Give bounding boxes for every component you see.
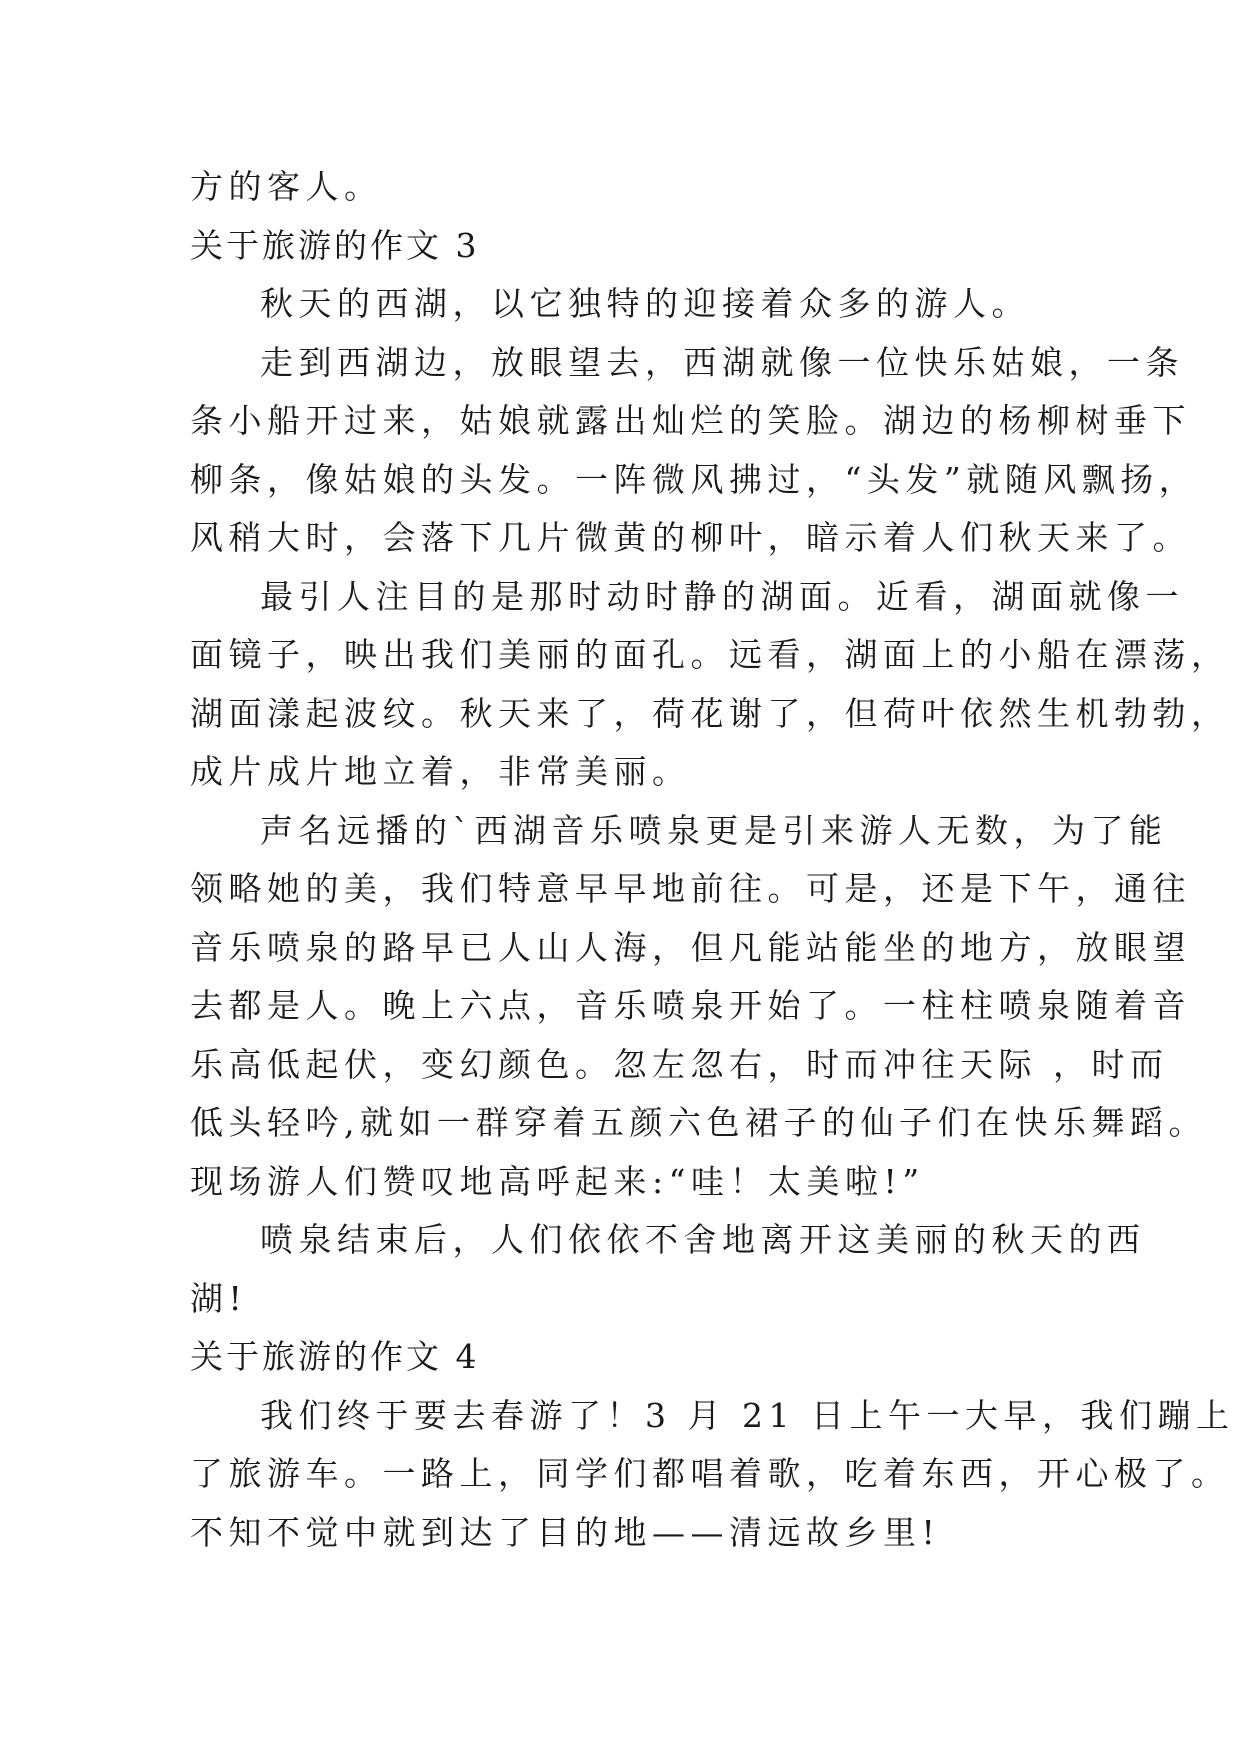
text-line: 面镜子，映出我们美丽的面孔。远看，湖面上的小船在漂荡， <box>190 635 1230 674</box>
text-line: 音乐喷泉的路早已人山人海，但凡能站能坐的地方，放眼望 <box>190 927 1191 967</box>
text-line: 乐高低起伏，变幻颜色。忽左忽右，时而冲往天际 ，时而 <box>190 1044 1169 1084</box>
paragraph-first-line: 走到西湖边，放眼望去，西湖就像一位快乐姑娘，一条 <box>260 342 1184 382</box>
paragraph-first-line: 喷泉结束后，人们依依不舍地离开这美丽的秋天的西 <box>260 1220 1146 1259</box>
text-line: 了旅游车。一路上，同学们都唱着歌，吃着东西，开心极了。 <box>190 1454 1230 1493</box>
text-line: 风稍大时，会落下几片微黄的柳叶，暗示着人们秋天来了。 <box>190 518 1191 557</box>
section-heading: 关于旅游的作文 4 <box>190 1337 480 1376</box>
text-line: 低头轻吟,就如一群穿着五颜六色裙子的仙子们在快乐舞蹈。 <box>190 1103 1207 1142</box>
text-line: 柳条，像姑娘的头发。一阵微风拂过，“头发”就随风飘扬， <box>190 459 1198 499</box>
text-line: 条小船开过来，姑娘就露出灿烂的笑脸。湖边的杨柳树垂下 <box>190 401 1191 440</box>
text-line: 现场游人们赞叹地高呼起来:“哇！太美啦!” <box>190 1161 925 1201</box>
text-line: 湖! <box>190 1278 248 1318</box>
section-heading: 关于旅游的作文 3 <box>190 225 480 265</box>
paragraph-first-line: 声名远播的`西湖音乐喷泉更是引来游人无数，为了能 <box>260 810 1168 850</box>
text-line: 去都是人。晚上六点，音乐喷泉开始了。一柱柱喷泉随着音 <box>190 986 1191 1025</box>
text-line: 方的客人。 <box>190 167 383 206</box>
paragraph-first-line: 最引人注目的是那时动时静的湖面。近看，湖面就像一 <box>260 576 1184 616</box>
text-line: 领略她的美，我们特意早早地前往。可是，还是下午，通往 <box>190 869 1191 908</box>
text-line: 成片成片地立着，非常美丽。 <box>190 752 691 791</box>
paragraph-first-line: 秋天的西湖，以它独特的迎接着众多的游人。 <box>260 284 1030 323</box>
paragraph-first-line: 我们终于要去春游了！3 月 21 日上午一大早，我们蹦上 <box>260 1395 1235 1435</box>
text-line: 不知不觉中就到达了目的地——清远故乡里! <box>190 1512 941 1552</box>
text-line: 湖面漾起波纹。秋天来了，荷花谢了，但荷叶依然生机勃勃， <box>190 693 1230 733</box>
document-body <box>190 158 1235 1562</box>
